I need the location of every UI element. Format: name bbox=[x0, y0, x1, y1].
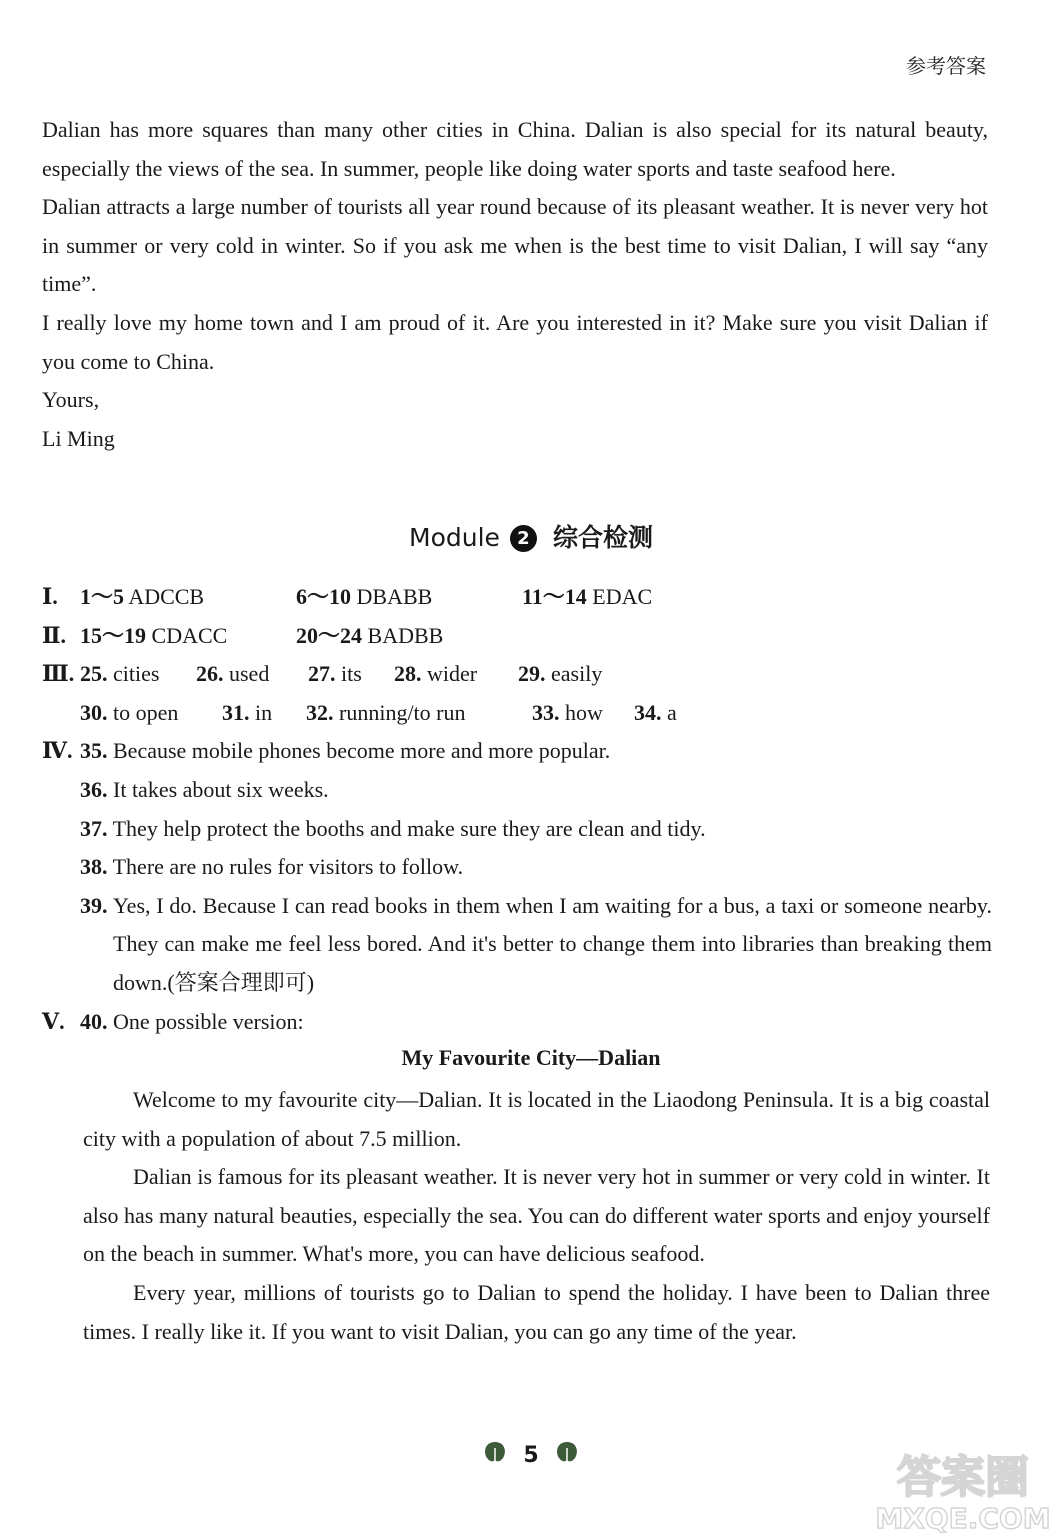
answer-number: 15～19 bbox=[80, 622, 147, 648]
section-roman: Ⅲ. bbox=[42, 661, 75, 687]
answer-item bbox=[42, 848, 992, 887]
answer-text: One possible version: bbox=[113, 1008, 304, 1034]
answer-text: running/to run bbox=[339, 699, 466, 725]
answer-text: cities bbox=[113, 661, 160, 687]
answer-number: 1～5 bbox=[80, 584, 125, 609]
answer-section-iii-row2 bbox=[42, 694, 992, 733]
header-label: 参考答案 bbox=[906, 54, 986, 78]
letter-body bbox=[42, 111, 988, 458]
answer-text: easily bbox=[551, 661, 603, 687]
answer-text: EDAC bbox=[592, 584, 653, 609]
answer-number: 34. bbox=[634, 699, 662, 725]
answer-text: to open bbox=[113, 699, 179, 725]
essay-title: My Favourite City—Dalian bbox=[401, 1045, 661, 1070]
answer-number: 20～24 bbox=[296, 622, 363, 648]
essay-paragraph: Welcome to my favourite city—Dalian. It is located in the Liaodong Peninsula. It is a big coastal city with a population of about 7.5 million. bbox=[83, 1087, 990, 1151]
answer-number: 39. bbox=[80, 892, 108, 918]
module-title bbox=[0, 518, 1062, 554]
answer-text: its bbox=[341, 661, 362, 687]
answer-text: Because mobile phones become more and more popular. bbox=[113, 738, 611, 764]
answer-number: 11～14 bbox=[522, 584, 587, 609]
section-roman: Ⅳ. bbox=[42, 738, 73, 764]
answer-key bbox=[42, 578, 992, 1041]
answer-number: 31. bbox=[222, 699, 250, 725]
answer-number: 6～10 bbox=[296, 584, 352, 609]
leaf-icon bbox=[481, 1440, 509, 1472]
answer-number: 40. bbox=[80, 1008, 108, 1034]
essay-paragraph: Every year, millions of tourists go to Dalian to spend the holiday. I have been to Dalian three times. I really like it. If you want to visit Dalian, you can go any time of the year. bbox=[83, 1279, 990, 1344]
svg-text:MXQE.COM: MXQE.COM bbox=[875, 1502, 1051, 1534]
answer-text: ADCCB bbox=[128, 584, 205, 609]
answer-number: 35. bbox=[80, 738, 108, 764]
answer-group bbox=[80, 578, 296, 617]
watermark-logo bbox=[868, 1444, 1058, 1534]
answer-section-iv bbox=[42, 732, 992, 771]
answer-text: wider bbox=[427, 661, 478, 687]
answer-text: used bbox=[229, 661, 270, 687]
answer-item bbox=[42, 810, 992, 849]
answer-number: 33. bbox=[532, 699, 560, 725]
answer-group bbox=[80, 617, 296, 656]
answer-number: 38. bbox=[80, 854, 108, 880]
answer-text: DBABB bbox=[356, 584, 433, 609]
module-prefix: Module bbox=[409, 523, 500, 552]
answer-number: 32. bbox=[306, 699, 334, 725]
answer-group bbox=[522, 578, 652, 617]
answer-number: 37. bbox=[80, 815, 108, 841]
answer-text: BADBB bbox=[367, 622, 444, 648]
answer-text: CDACC bbox=[151, 622, 228, 648]
letter-paragraph: Dalian attracts a large number of tourists all year round because of its pleasant weather. It is never very hot in summer or very cold in winter. So if you ask me when is the best time to visit Dalian, I will say “any time”. bbox=[42, 194, 988, 297]
answer-group bbox=[296, 617, 443, 656]
answer-text: Yes, I do. Because I can read books in them when I am waiting for a bus, a taxi or someone nearby. They can make me feel less bored. And it's better to change them into libraries than breaking them down.(答案合理即可) bbox=[113, 892, 992, 995]
answer-text: a bbox=[667, 699, 677, 725]
svg-text:答案圈: 答案圈 bbox=[897, 1452, 1029, 1503]
section-roman: Ⅰ. bbox=[42, 584, 58, 609]
section-roman: Ⅱ. bbox=[42, 622, 67, 648]
letter-paragraph: Dalian has more squares than many other cities in China. Dalian is also special for its natural beauty, especially the views of the sea. In summer, people like doing water sports and taste seafood here. bbox=[42, 117, 988, 181]
answer-number: 28. bbox=[394, 661, 422, 687]
leaf-icon bbox=[553, 1440, 581, 1472]
answer-item bbox=[42, 887, 992, 1003]
answer-text: They help protect the booths and make sure they are clean and tidy. bbox=[112, 815, 706, 841]
answer-item bbox=[42, 771, 992, 810]
answer-text: It takes about six weeks. bbox=[113, 776, 329, 802]
module-title-cn: 综合检测 bbox=[552, 523, 653, 552]
essay-body bbox=[83, 1081, 990, 1351]
page-number: 5 bbox=[523, 1443, 539, 1468]
answer-text: how bbox=[565, 699, 603, 725]
answer-section-iii bbox=[42, 655, 992, 694]
essay-paragraph: Dalian is famous for its pleasant weather. It is never very hot in summer or very cold in winter. It also has many natural beauties, especially the sea. You can do different water sports and enjoy yourself on the beach in summer. What's more, you can have delicious seafood. bbox=[83, 1164, 990, 1267]
answer-number: 30. bbox=[80, 699, 108, 725]
letter-signature: Li Ming bbox=[42, 425, 115, 451]
answer-group bbox=[296, 578, 522, 617]
module-number-badge: 2 bbox=[510, 525, 537, 552]
answer-section-ii bbox=[42, 617, 992, 656]
answer-text: in bbox=[255, 699, 273, 725]
answer-number: 25. bbox=[80, 661, 108, 687]
letter-closing: Yours, bbox=[42, 387, 100, 413]
answer-text: There are no rules for visitors to follow. bbox=[112, 854, 464, 880]
answer-number: 29. bbox=[518, 661, 546, 687]
answer-section-v bbox=[42, 1003, 992, 1042]
section-roman: Ⅴ. bbox=[42, 1008, 65, 1034]
answer-number: 27. bbox=[308, 661, 336, 687]
letter-paragraph: I really love my home town and I am proud of it. Are you interested in it? Make sure you visit Dalian if you come to China. bbox=[42, 309, 988, 374]
answer-number: 36. bbox=[80, 776, 108, 802]
answer-number: 26. bbox=[196, 661, 224, 687]
answer-section-i bbox=[42, 578, 992, 617]
